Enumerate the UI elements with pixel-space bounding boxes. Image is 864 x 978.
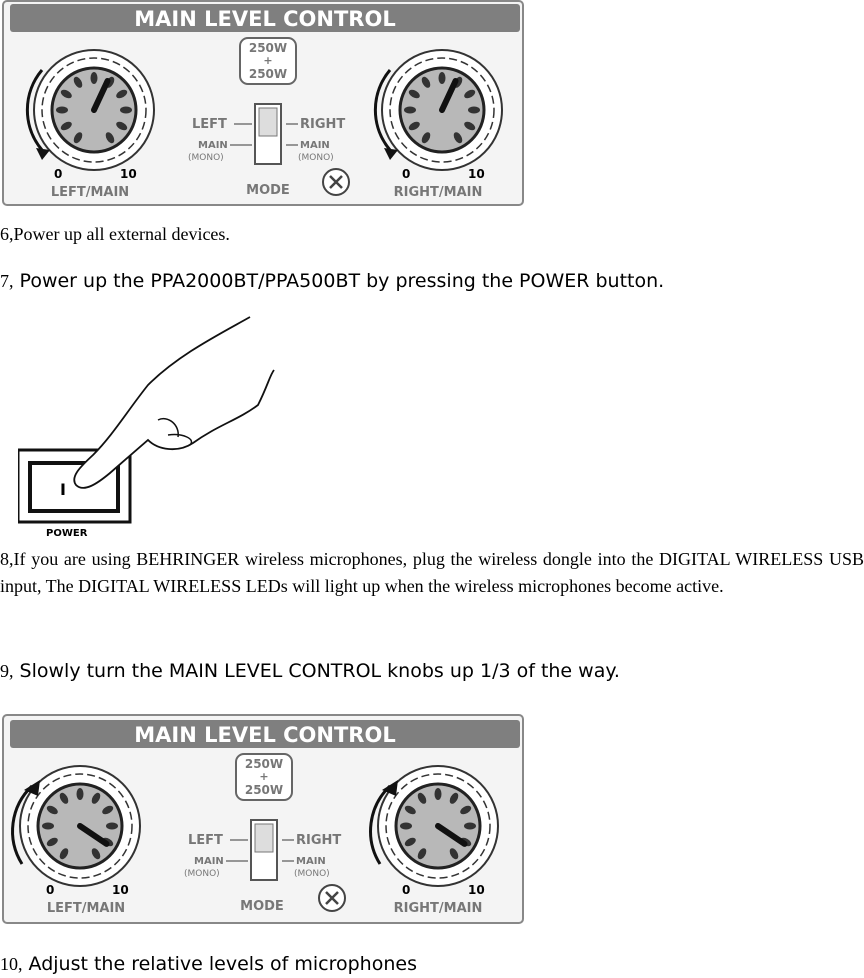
right-main-knob[interactable] — [382, 50, 502, 170]
knob-scale-dot — [400, 823, 412, 830]
wattage-top: 250W — [244, 757, 284, 771]
scale-min-label: 0 — [402, 883, 411, 897]
switch-main-left: MAIN — [194, 856, 224, 867]
scale-max-label: 10 — [468, 167, 485, 181]
scale-min-label: 0 — [54, 167, 63, 181]
switch-mono-left: (MONO) — [188, 153, 224, 163]
step-9-number: 9, — [0, 661, 14, 681]
mode-label: MODE — [240, 899, 284, 914]
step-7 — [0, 270, 664, 292]
scale-max-label: 10 — [120, 167, 137, 181]
wattage-plus: + — [263, 54, 273, 67]
step-8: 8,If you are using BEHRINGER wireless microphones, plug the wireless dongle into the DIGITAL WIRELESS USB input, The DIGITAL WIRELESS LEDs will light up when the wireless microphones become active. — [0, 549, 864, 596]
scale-min-label: 0 — [402, 167, 411, 181]
step-6-number: 6, — [0, 224, 14, 244]
right-main-caption: RIGHT/MAIN — [393, 901, 483, 916]
panel-title: MAIN LEVEL CONTROL — [134, 7, 396, 31]
knob-scale-dot — [91, 72, 98, 84]
step-6 — [0, 223, 230, 245]
wattage-top: 250W — [248, 41, 288, 55]
step-10-text: Adjust the relative levels of microphones — [22, 953, 417, 975]
panel-title: MAIN LEVEL CONTROL — [134, 723, 396, 747]
right-main-caption: RIGHT/MAIN — [393, 185, 483, 200]
switch-right-label: RIGHT — [300, 117, 346, 132]
knob-scale-dot — [404, 107, 416, 114]
scale-max-label: 10 — [112, 883, 129, 897]
step-9-text: Slowly turn the MAIN LEVEL CONTROL knobs up 1/3 of the way. — [13, 660, 620, 682]
switch-mono-left: (MONO) — [184, 869, 220, 879]
step-7-text: Power up the PPA2000BT/PPA500BT by pressing the POWER button. — [13, 270, 665, 292]
scale-min-label: 0 — [46, 883, 55, 897]
switch-main-left: MAIN — [198, 140, 228, 151]
left-main-caption: LEFT/MAIN — [50, 185, 130, 200]
knob-scale-dot — [106, 823, 118, 830]
knob-scale-dot — [120, 107, 132, 114]
step-9 — [0, 660, 620, 682]
left-main-knob[interactable] — [34, 50, 154, 170]
switch-mono-right: (MONO) — [298, 153, 334, 163]
switch-right-label: RIGHT — [296, 833, 342, 848]
switch-left-label: LEFT — [188, 833, 223, 848]
step-10 — [0, 953, 417, 975]
switch-main-right: MAIN — [300, 140, 330, 151]
knob-scale-dot — [42, 823, 54, 830]
power-switch-mark: I — [60, 480, 66, 499]
step-10-number: 10, — [0, 954, 23, 974]
main-level-control-panel-top — [2, 0, 524, 206]
switch-mono-right: (MONO) — [294, 869, 330, 879]
switch-main-right: MAIN — [296, 856, 326, 867]
main-level-control-panel-bottom — [2, 714, 524, 924]
power-button-illustration — [18, 315, 308, 540]
knob-scale-dot — [77, 788, 84, 800]
step-6-text: Power up all external devices. — [13, 224, 230, 244]
knob-scale-dot — [464, 823, 476, 830]
step-7-number: 7, — [0, 271, 14, 291]
knob-scale-dot — [56, 107, 68, 114]
wattage-bottom: 250W — [248, 67, 288, 81]
power-label: POWER — [46, 528, 88, 539]
mode-label: MODE — [246, 183, 290, 198]
hand-icon — [74, 317, 274, 488]
panel-graphic — [2, 714, 524, 924]
knob-scale-dot — [435, 788, 442, 800]
knob-scale-dot — [468, 107, 480, 114]
scale-max-label: 10 — [468, 883, 485, 897]
panel-graphic — [2, 0, 524, 206]
knob-scale-dot — [439, 72, 446, 84]
wattage-bottom: 250W — [244, 783, 284, 797]
left-main-caption: LEFT/MAIN — [46, 901, 126, 916]
switch-left-label: LEFT — [192, 117, 227, 132]
wattage-plus: + — [259, 770, 269, 783]
